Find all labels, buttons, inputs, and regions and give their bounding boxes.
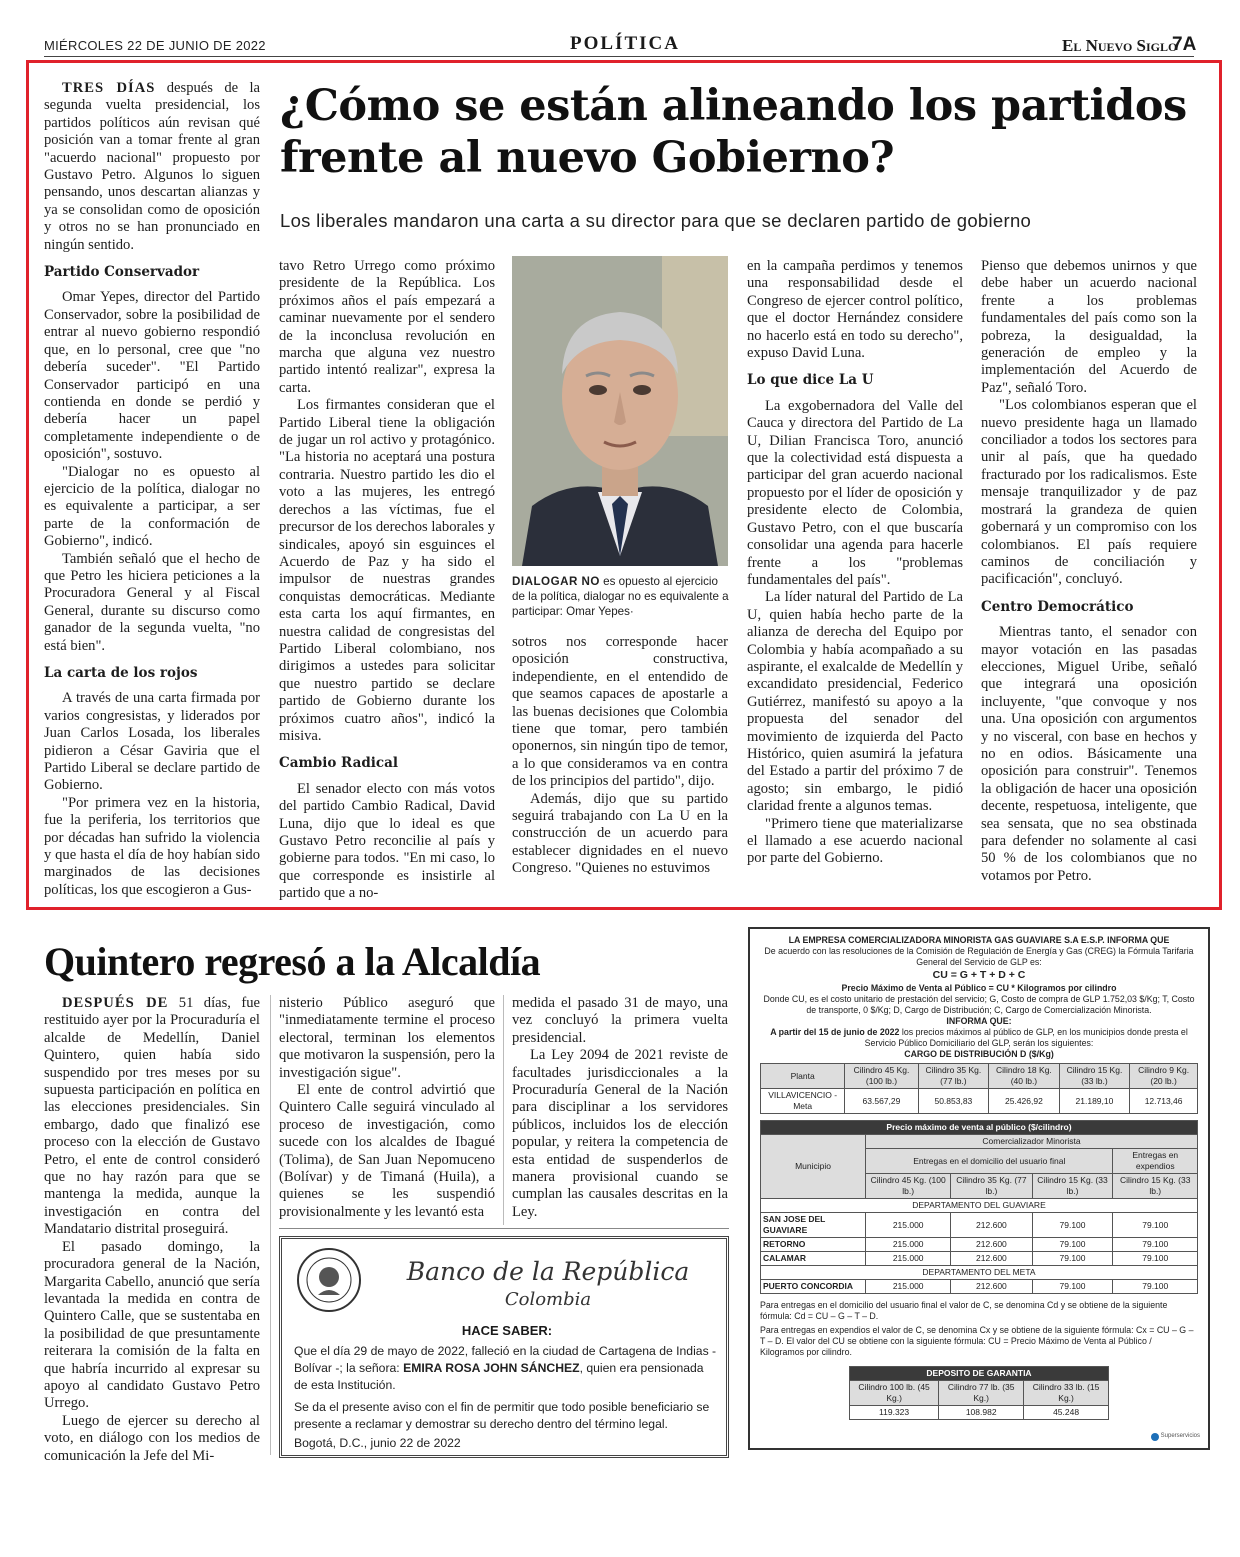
- bank-paragraph-2: Se da el presente aviso con el fin de permitir que todo posible beneficiario se presente a reclamar y demostrar su derecho dentro del término legal.: [294, 1400, 710, 1431]
- paragraph: medida el pasado 31 de mayo, una vez concluyó la primera vuelta presidencial.: [512, 995, 728, 1046]
- second-column-3: [512, 995, 728, 1221]
- main-column-4: [747, 258, 963, 868]
- table-row: [761, 1252, 1198, 1266]
- portrait-photo: [512, 256, 728, 566]
- section-divider: [279, 1228, 729, 1229]
- paragraph: sotros nos corresponde hacer oposición constructiva, independiente, en el entendido de que seamos capaces de apostarle a las buenas decisiones que Colombia tiene que tomar, pero también oponernos, sin ningún tipo de temor, a lo que consideramos va en contra de los principios del partido", dijo.: [512, 634, 728, 790]
- main-headline: ¿Cómo se están alineando los partidos frente al nuevo Gobierno?: [280, 81, 1187, 183]
- subheading-cambio-radical: Cambio Radical: [279, 755, 398, 772]
- table-row: [761, 1238, 1198, 1252]
- gas-from: [760, 1027, 1198, 1049]
- table-cell: 108.982: [939, 1406, 1024, 1420]
- paragraph: Mientras tanto, el senador con mayor votación en las pasadas elecciones, Miguel Uribe, señaló que integrará una oposición incluyente, "que convoque y nos una. Una oposición con argumentos y no visceral, con base en hechos y no en odios. Básicamente una oposición para construir". Tenemos la obligación de hacer una oposición decente, respetuosa, inteligente, que sea sensata, que no sea obstinada para defender no solamente al casi 50 % de los colombianos que no votamos por Petro.: [981, 624, 1197, 884]
- logo-text: Superservicios: [1160, 1433, 1200, 1439]
- gas-cargo-title: CARGO DE DISTRIBUCIÓN D ($/Kg): [904, 1049, 1054, 1059]
- gas-from-date: A partir del 15 de junio de 2022: [770, 1027, 900, 1037]
- paragraph: El senador electo con más votos del partido Cambio Radical, David Luna, dijo que lo ideal es que Gustavo Petro reconcilie al país y gobierne para todos. "En mi caso, lo que corresponde es insistirle al partido que a no-: [279, 780, 495, 902]
- paragraph: en la campaña perdimos y tenemos una responsabilidad desde el Congreso de ejercer control político, que el doctor Hernández considere no hacerlo está en todo su derecho", expuso David Luna.: [747, 258, 963, 362]
- bank-signoff: Bogotá, D.C., junio 22 de 2022: [294, 1436, 461, 1450]
- section-title: POLÍTICA: [570, 33, 680, 54]
- main-column-1: [44, 80, 260, 899]
- main-subheadline: Los liberales mandaron una carta a su director para que se declaren partido de gobierno: [280, 210, 1032, 231]
- table-cell: 79.100: [1032, 1238, 1113, 1252]
- paragraph: La exgobernadora del Valle del Cauca y directora del Partido de La U, Dilian Francisca Toro, anunció que la colectividad está dispuesta a participar del gran acuerdo nacional propuesto por el líder de oposición y presidente electo de Colombia, Gustavo Petro, con el que buscaría consolidar una agenda para hacerle frente a los "problemas fundamentales del país".: [747, 397, 963, 588]
- table-cell: 215.000: [866, 1213, 951, 1238]
- bank-hace-saber: HACE SABER:: [461, 1323, 553, 1338]
- second-column-2: [279, 995, 495, 1221]
- paragraph: El pasado domingo, la procuradora general de la Nación, Margarita Cabello, anunció que sería levantada la medida en contra de Quintero Calle, que se sustentaba en la posibilidad de que presuntamente reiterara la comisión de la falta en que habría incurrido al expresar su apoyo al candidato Gustavo Petro Urrego.: [44, 1238, 260, 1412]
- price-table: [760, 1120, 1198, 1294]
- table-cell: 212.600: [951, 1213, 1032, 1238]
- table-header-cell: Cilindro 15 Kg. (33 lb.): [1059, 1064, 1130, 1089]
- gas-formula: CU = G + T + D + C: [932, 969, 1026, 981]
- table-cell: 25.426,92: [989, 1089, 1060, 1114]
- table-cell: 215.000: [866, 1252, 951, 1266]
- bank-paragraph-1: [294, 1343, 718, 1394]
- deposit-title: DEPOSITO DE GARANTIA: [850, 1367, 1109, 1381]
- paragraph: tavo Retro Urrego como próximo presidente de la República. Los próximos años el país empezará a caminar nuevamente por el sendero de la inconclusa revolución en marcha que alguna vez nuestro partido intentó realizar", expresa la carta.: [279, 258, 495, 396]
- table-cell: 21.189,10: [1059, 1089, 1130, 1114]
- table-cell: 212.600: [951, 1280, 1032, 1294]
- table-header-cell: Planta: [761, 1064, 845, 1089]
- comercializador-header: Comercializador Minorista: [866, 1135, 1198, 1149]
- paragraph: después de la segunda vuelta presidencial, los partidos políticos aún revisan qué posición van a tomar frente al gran "acuerdo nacional" propuesto por Gustavo Petro. Algunos lo siguen pensando, unos descartan alianzas y ya se consolidan como de oposición y otros no se han pronunciado en ningún sentido.: [44, 80, 260, 253]
- table-cell: 212.600: [951, 1238, 1032, 1252]
- table-cell: 63.567,29: [845, 1089, 918, 1114]
- bank-text: , quien era pensionada de esta Institución.: [294, 1361, 704, 1392]
- paragraph: "Por primera vez en la historia, fue la periferia, los territorios que por décadas han sufrido la violencia y que hasta el día de hoy habían sido marginados de las decisiones políticas, los que escogieron a Gus-: [44, 794, 260, 898]
- paragraph: Además, dijo que su partido seguirá trabajando con La U en la construcción de un acuerdo para establecer dignidades en el nuevo Congreso. "Quienes no estuvimos: [512, 790, 728, 877]
- paragraph: La líder natural del Partido de La U, quien había hecho parte de la alianza de derecha del Equipo por Colombia y había acompañado a su aspirante, el exalcalde de Medellín y excandidato presidencial, Federico Gutiérrez, manifestó su apoyo a la propuesta del senador del movimiento de izquierda del Pacto Histórico, quien asumirá la jefatura del Estado a partir del próximo 7 de agosto; sin embargo, le pidió claridad frente a algunos temas.: [747, 589, 963, 815]
- distribution-table: [760, 1063, 1198, 1114]
- table-cell: 212.600: [951, 1252, 1032, 1266]
- table-header-cell: Cilindro 45 Kg. (100 lb.): [866, 1174, 951, 1199]
- table-cell: 215.000: [866, 1280, 951, 1294]
- bank-notice: [279, 1236, 729, 1458]
- gas-definitions: Donde CU, es el costo unitario de prestación del servicio; G, Costo de compra de GLP 1.752,03 $/Kg; T, Costo de transporte, 0 $/Kg; D, Cargo de Distribución; C, Cargo de Comercialización Minorista.: [763, 994, 1195, 1015]
- paragraph: Pienso que debemos unirnos y que debe haber un acuerdo nacional frente a los problemas fundamentales del país como son la pobreza, la desigualdad, la generación de empleo y la implementación del Acuerdo de Paz", señaló Toro.: [981, 258, 1197, 396]
- column-divider: [503, 995, 504, 1225]
- table-cell: 79.100: [1113, 1280, 1198, 1294]
- newspaper-name: El Nuevo Siglo: [1062, 36, 1178, 55]
- table-cell: CALAMAR: [761, 1252, 866, 1266]
- lead-words: TRES DÍAS: [62, 80, 156, 96]
- paragraph: También señaló que el hecho de que Petro les hiciera peticiones a la Procuradora General y al Fiscal General, durante su discurso como ganador de la segunda vuelta, "no está bien".: [44, 550, 260, 654]
- caption-lead: DIALOGAR NO: [512, 575, 600, 588]
- bank-seal-logo: [296, 1247, 362, 1313]
- gas-informa: INFORMA QUE:: [946, 1016, 1012, 1026]
- table-cell: 79.100: [1032, 1213, 1113, 1238]
- table-header-cell: Cilindro 15 Kg. (33 lb.): [1113, 1174, 1198, 1199]
- table-cell: 12.713,46: [1130, 1089, 1198, 1114]
- paragraph: "Primero tiene que materializarse el llamado a ese acuerdo nacional por parte del Gobierno.: [747, 815, 963, 867]
- table-header-cell: Cilindro 33 lb. (15 Kg.): [1024, 1381, 1109, 1406]
- subheading-la-u: Lo que dice La U: [747, 372, 874, 389]
- table-cell: VILLAVICENCIO - Meta: [761, 1089, 845, 1114]
- dept-guaviare-header: DEPARTAMENTO DEL GUAVIARE: [761, 1199, 1198, 1213]
- table-cell: 79.100: [1113, 1252, 1198, 1266]
- table-header-cell: Cilindro 100 lb. (45 Kg.): [850, 1381, 939, 1406]
- header-divider: [44, 56, 1194, 57]
- deceased-name: EMIRA ROSA JOHN SÁNCHEZ: [403, 1361, 580, 1375]
- paragraph: Luego de ejercer su derecho al voto, en diálogo con los medios de comunicación la Jefe del Mi-: [44, 1412, 260, 1464]
- gas-note-2: Para entregas en expendios el valor de C, se denomina Cx y se obtiene de la siguiente fórmula: Cx = CU – G – T – D. El valor del CU se obtiene con la siguiente fórmula: CU = Precio Máximo de Venta al Público / Kilogramos por cilindro.: [760, 1325, 1194, 1357]
- table-cell: RETORNO: [761, 1238, 866, 1252]
- table-cell: 215.000: [866, 1238, 951, 1252]
- dept-meta-header: DEPARTAMENTO DEL META: [761, 1266, 1198, 1280]
- table-cell: 79.100: [1032, 1252, 1113, 1266]
- table-cell: 50.853,83: [918, 1089, 989, 1114]
- column-divider: [270, 995, 271, 1455]
- table-cell: 45.248: [1024, 1406, 1109, 1420]
- table-header-cell: Cilindro 15 Kg. (33 lb.): [1032, 1174, 1113, 1199]
- table-cell: SAN JOSE DEL GUAVIARE: [761, 1213, 866, 1238]
- portrait-photo-illustration: [512, 256, 728, 566]
- table-row: [761, 1280, 1198, 1294]
- paragraph: A través de una carta firmada por varios congresistas, y liderados por Juan Carlos Losada, los liberales pidieron a César Gaviria que el Partido Liberal se declare partido de Gobierno.: [44, 690, 260, 794]
- gas-from-text: los precios máximos al público de GLP, en los municipios donde presta el Servicio Público Domiciliario del GLP, serán los siguientes:: [864, 1027, 1188, 1048]
- gas-title: LA EMPRESA COMERCIALIZADORA MINORISTA GAS GUAVIARE S.A E.S.P. INFORMA QUE: [788, 935, 1170, 945]
- caption-text: es opuesto al ejercicio de la política, dialogar no es equivalente a participar: Omar Yepes·: [512, 575, 729, 618]
- bank-name: Banco de la República: [406, 1257, 690, 1286]
- table-cell: 79.100: [1113, 1238, 1198, 1252]
- table-header-cell: Cilindro 35 Kg. (77 lb.): [918, 1064, 989, 1089]
- bank-country: Colombia: [504, 1289, 592, 1310]
- gas-tariff-notice: [748, 927, 1210, 1450]
- entregas-domicilio-header: Entregas en el domicilio del usuario final: [866, 1149, 1113, 1174]
- photo-caption: [512, 574, 730, 619]
- paragraph: 51 días, fue restituido ayer por la Procuraduría el alcalde de Medellín, Daniel Quintero, quien había sido suspendido por tres meses por su supuesta participación en política en las elecciones presidenciales. Sin embargo, dado que finalizó ese proceso con la elección de Gustavo Petro, el ente de control consideró que no hay razón para que se mantenga la medida, aunque la investigación en contra del Mandatario distrital proseguirá.: [44, 995, 260, 1238]
- paragraph: La Ley 2094 de 2021 reviste de facultades jurisdiccionales a la Procuraduría General de la Nación para disciplinar a los servidores públicos, incluidos los de elección popular, y reitera la competencia de esta entidad de suspenderlos de manera provisional cuando se cumplan las causales descritas en la Ley.: [512, 1047, 728, 1220]
- main-column-2: [279, 258, 495, 903]
- table-header-cell: Cilindro 77 lb. (35 Kg.): [939, 1381, 1024, 1406]
- page-date: MIÉRCOLES 22 DE JUNIO DE 2022: [44, 38, 266, 53]
- table-row: [761, 1213, 1198, 1238]
- main-column-3: [512, 634, 728, 878]
- subheading-rojos: La carta de los rojos: [44, 665, 198, 681]
- bank-text: Que el día 29 de mayo de 2022, falleció en la ciudad de Cartagena de Indias - Bolívar -; la señora:: [294, 1344, 717, 1375]
- gas-intro: De acuerdo con las resoluciones de la Comisión de Regulación de Energía y Gas (CREG) la Fórmula Tarifaria General del Servicio de GLP es:: [764, 946, 1194, 967]
- subheading-conservador: Partido Conservador: [44, 264, 200, 281]
- page-number: 7A: [1172, 34, 1197, 55]
- gas-price-line: Precio Máximo de Venta al Público = CU * Kilogramos por cilindro: [841, 983, 1117, 993]
- table-header-cell: Cilindro 18 Kg. (40 lb.): [989, 1064, 1060, 1089]
- paragraph: "Dialogar no es opuesto al ejercicio de la política, dialogar no es equivalente a participar, a ser parte de la conformación de Gobierno", indicó.: [44, 463, 260, 550]
- table-header-cell: Cilindro 45 Kg. (100 lb.): [845, 1064, 918, 1089]
- table-header-cell: Cilindro 35 Kg. (77 lb.): [951, 1174, 1032, 1199]
- second-column-1: [44, 995, 260, 1465]
- paragraph: nisterio Público aseguró que "inmediatamente termine el proceso electoral, terminan los elementos que motivaron la suspensión, pero la investigación sigue".: [279, 995, 495, 1081]
- superservicios-logo: [1151, 1431, 1200, 1442]
- entregas-expendio-header: Entregas en expendios: [1113, 1149, 1198, 1174]
- table-cell: 119.323: [850, 1406, 939, 1420]
- table-cell: 79.100: [1113, 1213, 1198, 1238]
- second-headline: Quintero regresó a la Alcaldía: [44, 939, 541, 984]
- paragraph: Los firmantes consideran que el Partido Liberal tiene la obligación de jugar un rol activo y protagónico. "La historia no aceptará una postura contraria. Nuestro partido les dio el voto a las mujeres, les entregó derechos a las víctimas, fue el precursor de los derechos laborales y sindicales, apoyó sin esguinces el Acuerdo de Paz y ha sido el impulsor de nuestras grandes conquistas democráticas. Mediante esta carta los aquí firmantes, en nuestra calidad de congresistas del Partido Liberal colombiano, nos dirigimos a ustedes para solicitar que nuestro partido se declare partido de Gobierno durante los próximos cuatro años", indicó la misiva.: [279, 397, 495, 744]
- logo-mark-icon: [1151, 1433, 1159, 1441]
- gas-note-1: Para entregas en el domicilio del usuario final el valor de C, se denomina Cd y se obtiene de la siguiente fórmula: Cd = CU – G – T – D.: [760, 1300, 1168, 1321]
- table-cell: PUERTO CONCORDIA: [761, 1280, 866, 1294]
- main-column-5: [981, 258, 1197, 885]
- subheading-centro-democratico: Centro Democrático: [981, 598, 1134, 615]
- paragraph: "Los colombianos esperan que el nuevo presidente haga un llamado conciliador a todos los sectores para unir al país, que ha quedado fracturado por los radicalismos. Este mensaje tranquilizador y de paz mostrará la grandeza de quien gobernará y un compromiso con los colombianos. El país requiere caminos de conciliación y pacificación", concluyó.: [981, 397, 1197, 588]
- table-cell: 79.100: [1032, 1280, 1113, 1294]
- price-table-title: Precio máximo de venta al público ($/cilindro): [761, 1121, 1198, 1135]
- lead-words: DESPUÉS DE: [62, 995, 169, 1011]
- municipio-header: Municipio: [761, 1135, 866, 1199]
- paragraph: El ente de control advirtió que Quintero Calle seguirá vinculado al proceso de investigación, como sucede con los alcaldes de Ibagué (Tolima), de San Juan Nepomuceno (Bolívar) y de Timaná (Huila), a quienes se les suspendió provisionalmente y les levantó esta: [279, 1082, 495, 1220]
- seal-icon: [296, 1247, 362, 1313]
- table-header-cell: Cilindro 9 Kg. (20 lb.): [1130, 1064, 1198, 1089]
- deposit-table: [849, 1366, 1109, 1420]
- paragraph: Omar Yepes, director del Partido Conservador, sobre la posibilidad de entrar al nuevo gobierno respondió que, en lo personal, cree que "no debería suceder". "El Partido Conservador participó en una contienda en donde se perdió y debería hacer un papel completamente independiente o de oposición", sostuvo.: [44, 289, 260, 463]
